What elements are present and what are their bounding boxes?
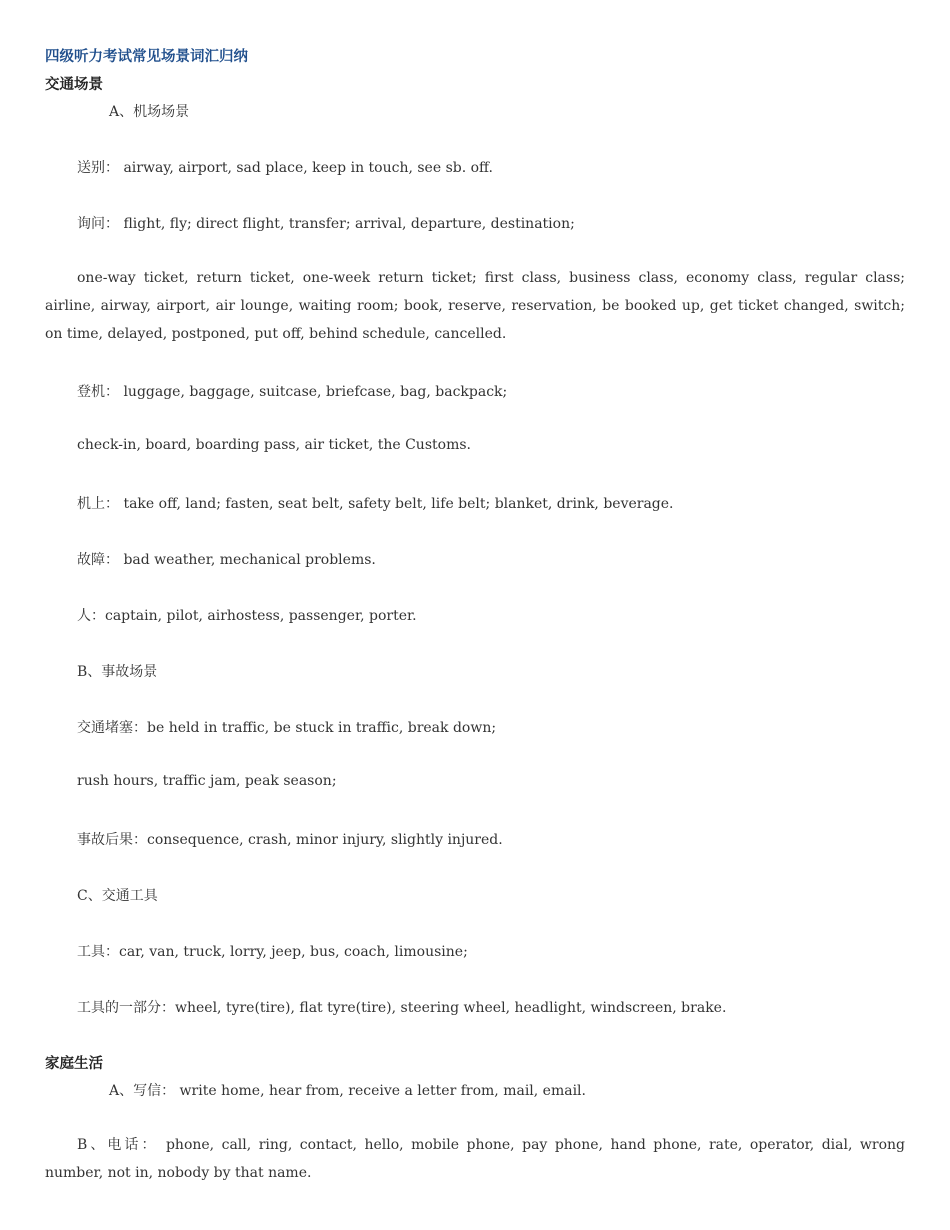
text-boarding: 登机： luggage, baggage, suitcase, briefcase, bag, backpack; [77, 384, 508, 400]
text-check-in: check-in, board, boarding pass, air ticket, the Customs. [77, 437, 471, 453]
text-vehicle-parts: 工具的一部分：wheel, tyre(tire), flat tyre(tire), steering wheel, headlight, windscreen, brake. [77, 1000, 727, 1016]
text-fault: 故障： bad weather, mechanical problems. [77, 552, 376, 568]
text-on-board: 机上： take off, land; fasten, seat belt, safety belt, life belt; blanket, drink, beverage. [77, 496, 674, 512]
text-traffic-jam: 交通堵塞：be held in traffic, be stuck in traffic, break down; [77, 720, 497, 736]
text-letter: A、写信： write home, hear from, receive a letter from, mail, email. [109, 1083, 586, 1099]
text-rush-hours: rush hours, traffic jam, peak season; [77, 773, 337, 789]
text-people: 人：captain, pilot, airhostess, passenger, porter. [77, 608, 417, 624]
document-title: 四级听力考试常见场景词汇归纳 [45, 49, 248, 65]
text-tools: 工具：car, van, truck, lorry, jeep, bus, coach, limousine; [77, 944, 468, 960]
paragraph-phone: B、电话： phone, call, ring, contact, hello, mobile phone, pay phone, hand phone, rate, operator, dial, wrong number, not in, nobody by that name. [45, 1137, 905, 1181]
text-inquiry: 询问： flight, fly; direct flight, transfer; arrival, departure, destination; [77, 216, 575, 232]
paragraph-tickets: one-way ticket, return ticket, one-week return ticket; first class, business class, economy class, regular class; airline, airway, airport, air lounge, waiting room; book, reserve, reservation, be booked up, get ticket changed, switch; on time, delayed, postponed, put off, behind schedule, cancelled. [45, 270, 905, 342]
subheading-airport: A、机场场景 [109, 104, 190, 120]
section-heading-traffic: 交通场景 [45, 77, 103, 93]
text-see-off: 送别： airway, airport, sad place, keep in touch, see sb. off. [77, 160, 493, 176]
section-heading-family: 家庭生活 [45, 1056, 103, 1072]
subheading-vehicles: C、交通工具 [77, 888, 158, 904]
subheading-accident: B、事故场景 [77, 664, 158, 680]
text-consequence: 事故后果：consequence, crash, minor injury, slightly injured. [77, 832, 503, 848]
